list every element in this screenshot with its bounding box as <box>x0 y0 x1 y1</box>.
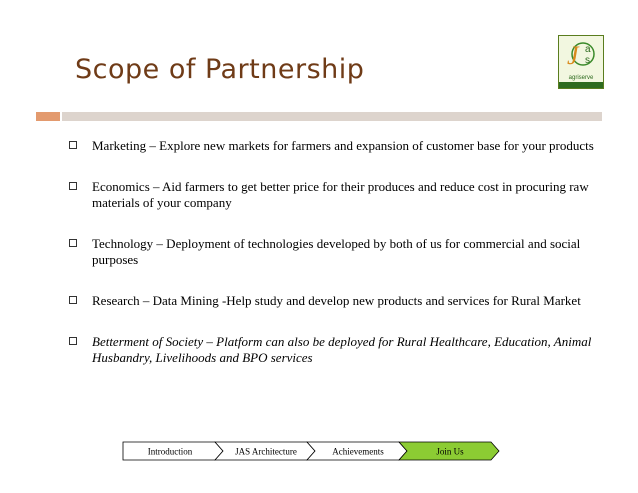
square-bullet-icon <box>69 141 77 149</box>
nav-breadcrumb <box>118 440 518 462</box>
bullet-item <box>66 293 596 309</box>
nav-label: JAS Architecture <box>235 446 297 457</box>
nav-label: Join Us <box>436 446 464 457</box>
square-bullet-icon <box>69 296 77 304</box>
company-logo <box>558 35 604 89</box>
bullet-text: Economics – Aid farmers to get better price for their produces and reduce cost in procuring raw materials of your company <box>92 179 589 210</box>
bullet-list <box>66 138 596 366</box>
logo-word: agriserve <box>568 75 594 81</box>
nav-item-jas-architecture[interactable] <box>215 442 315 460</box>
bullet-text: Technology – Deployment of technologies developed by both of us for commercial and social purposes <box>92 236 581 267</box>
bullet-item <box>66 236 596 268</box>
bullet-text: Research – Data Mining -Help study and develop new products and services for Rural Market <box>92 293 581 308</box>
bullet-item <box>66 138 596 154</box>
svg-text:J: J <box>567 41 579 70</box>
slide-title: Scope of Partnership <box>75 54 365 85</box>
bullet-item <box>66 334 596 366</box>
title-accent-bar <box>36 112 60 121</box>
nav-item-achievements[interactable] <box>307 442 407 460</box>
square-bullet-icon <box>69 337 77 345</box>
nav-label: Introduction <box>147 446 193 457</box>
bullet-text: Betterment of Society – Platform can also be deployed for Rural Healthcare, Education, Animal Husbandry, Livelihoods and BPO services <box>92 334 592 365</box>
logo-emblem-icon <box>559 36 603 76</box>
nav-label: Achievements <box>332 446 384 457</box>
nav-item-join-us[interactable] <box>399 442 499 460</box>
svg-text:a: a <box>585 44 591 55</box>
nav-item-introduction[interactable] <box>123 442 223 460</box>
square-bullet-icon <box>69 182 77 190</box>
bullet-text: Marketing – Explore new markets for farmers and expansion of customer base for your products <box>92 138 594 153</box>
square-bullet-icon <box>69 239 77 247</box>
svg-text:s: s <box>585 55 590 66</box>
logo-band <box>559 82 603 88</box>
title-rule <box>62 112 602 121</box>
bullet-item <box>66 179 596 211</box>
